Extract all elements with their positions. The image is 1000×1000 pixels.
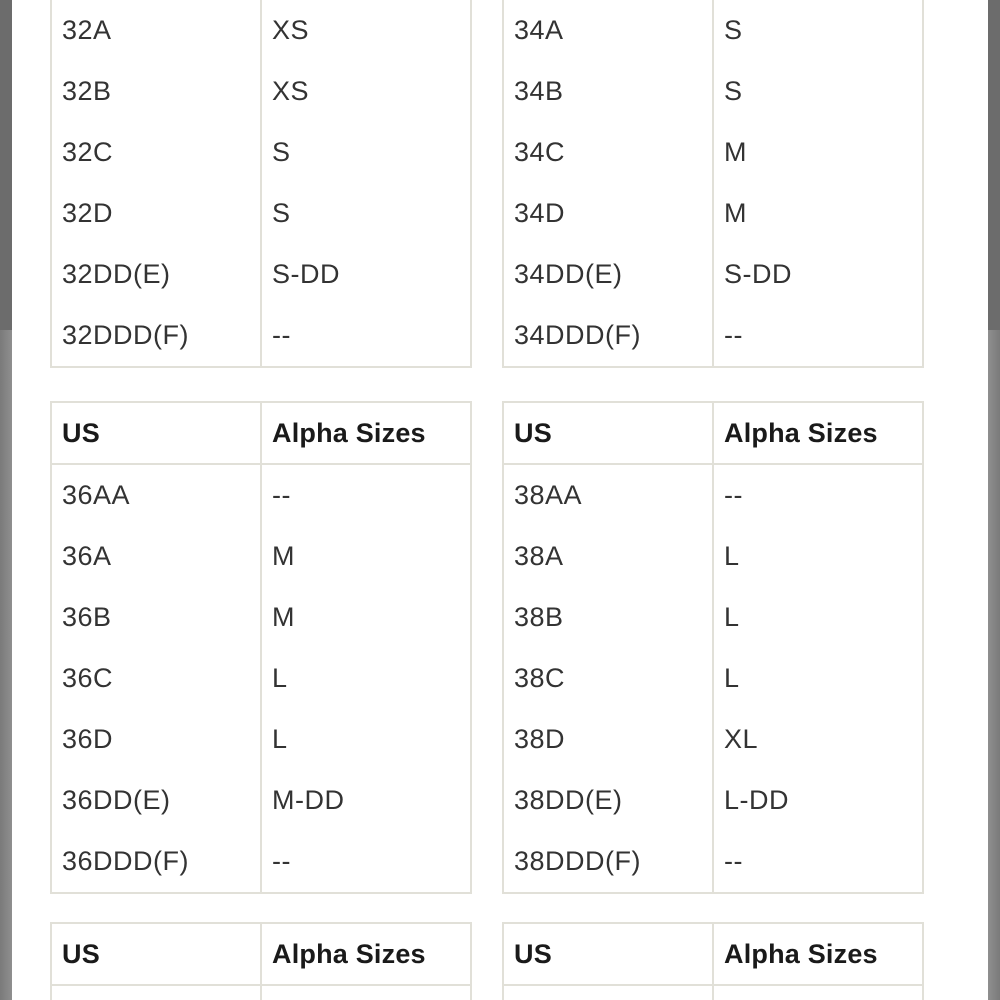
size-table-36 bbox=[50, 401, 472, 894]
size-table-header bbox=[503, 923, 923, 985]
us-size-cell: 38AA bbox=[503, 464, 713, 526]
us-size-cell: 32DD(E) bbox=[51, 244, 261, 305]
header-row bbox=[51, 923, 471, 985]
alpha-size-cell: L bbox=[713, 587, 923, 648]
us-size-cell: 38C bbox=[503, 648, 713, 709]
us-size-cell: 34DDD(F) bbox=[503, 305, 713, 367]
table-row bbox=[503, 985, 923, 1000]
table-row bbox=[503, 526, 923, 587]
us-size-cell: 36A bbox=[51, 526, 261, 587]
alpha-size-cell: L bbox=[261, 709, 471, 770]
us-size-cell: 36D bbox=[51, 709, 261, 770]
size-table-body bbox=[51, 464, 471, 893]
alpha-size-cell: M bbox=[261, 587, 471, 648]
left-edge-shadow-top bbox=[0, 0, 12, 330]
column-header-alpha-sizes: Alpha Sizes bbox=[261, 402, 471, 464]
table-row bbox=[51, 648, 471, 709]
column-header-us: US bbox=[503, 923, 713, 985]
table-row bbox=[503, 183, 923, 244]
table-row bbox=[51, 526, 471, 587]
us-size-cell: 36C bbox=[51, 648, 261, 709]
us-size-cell: 38A bbox=[503, 526, 713, 587]
size-table-next-right bbox=[502, 922, 924, 1000]
table-row bbox=[503, 587, 923, 648]
column-header-us: US bbox=[51, 923, 261, 985]
size-chart-sheet bbox=[12, 0, 988, 1000]
alpha-size-cell: M bbox=[261, 526, 471, 587]
table-row bbox=[503, 770, 923, 831]
alpha-size-cell: M-DD bbox=[261, 770, 471, 831]
alpha-size-cell: XL bbox=[713, 709, 923, 770]
alpha-size-cell: L bbox=[713, 526, 923, 587]
alpha-size-cell: XS bbox=[261, 0, 471, 61]
table-row bbox=[51, 0, 471, 61]
table-row bbox=[503, 61, 923, 122]
table-row bbox=[51, 831, 471, 893]
table-row bbox=[51, 122, 471, 183]
us-size-cell: 36AA bbox=[51, 464, 261, 526]
size-table-header bbox=[51, 402, 471, 464]
us-size-cell: 38D bbox=[503, 709, 713, 770]
table-row bbox=[503, 305, 923, 367]
size-table-34 bbox=[502, 0, 924, 368]
column-header-alpha-sizes: Alpha Sizes bbox=[713, 402, 923, 464]
alpha-size-cell: S bbox=[261, 122, 471, 183]
alpha-size-cell: L bbox=[713, 648, 923, 709]
us-size-cell: 34A bbox=[503, 0, 713, 61]
table-row bbox=[503, 464, 923, 526]
table-row bbox=[503, 648, 923, 709]
us-size-cell: 32B bbox=[51, 61, 261, 122]
header-row bbox=[51, 402, 471, 464]
us-size-cell: 32A bbox=[51, 0, 261, 61]
us-size-cell: 32C bbox=[51, 122, 261, 183]
table-row bbox=[503, 244, 923, 305]
us-size-cell: 32DDD(F) bbox=[51, 305, 261, 367]
alpha-size-cell: -- bbox=[261, 464, 471, 526]
alpha-size-cell: S-DD bbox=[713, 244, 923, 305]
size-table-32 bbox=[50, 0, 472, 368]
us-size-cell: 34D bbox=[503, 183, 713, 244]
us-size-cell: 36B bbox=[51, 587, 261, 648]
table-row bbox=[51, 183, 471, 244]
size-table-body bbox=[503, 0, 923, 367]
table-row bbox=[51, 985, 471, 1000]
alpha-size-cell: S bbox=[261, 183, 471, 244]
table-row bbox=[51, 587, 471, 648]
column-header-alpha-sizes: Alpha Sizes bbox=[261, 923, 471, 985]
us-size-cell: 36DD(E) bbox=[51, 770, 261, 831]
table-row bbox=[51, 770, 471, 831]
size-table-body bbox=[51, 985, 471, 1000]
us-size-cell: 38DD(E) bbox=[503, 770, 713, 831]
size-table-header bbox=[51, 923, 471, 985]
size-table-body bbox=[51, 0, 471, 367]
size-table-38 bbox=[502, 401, 924, 894]
us-size-cell: 38B bbox=[503, 587, 713, 648]
alpha-size-cell: -- bbox=[713, 305, 923, 367]
table-row bbox=[51, 305, 471, 367]
alpha-size-cell: S bbox=[713, 61, 923, 122]
header-row bbox=[503, 923, 923, 985]
us-size-cell: 34C bbox=[503, 122, 713, 183]
alpha-size-cell: M bbox=[713, 122, 923, 183]
table-row bbox=[51, 244, 471, 305]
alpha-size-cell: S-DD bbox=[261, 244, 471, 305]
size-table-header bbox=[503, 402, 923, 464]
us-size-cell: 34B bbox=[503, 61, 713, 122]
alpha-size-cell: -- bbox=[261, 305, 471, 367]
table-row bbox=[51, 709, 471, 770]
table-row bbox=[503, 709, 923, 770]
table-row bbox=[51, 464, 471, 526]
size-table-body bbox=[503, 985, 923, 1000]
us-size-cell: 34DD(E) bbox=[503, 244, 713, 305]
alpha-size-cell: L bbox=[261, 648, 471, 709]
table-row bbox=[503, 122, 923, 183]
us-size-cell: 36DDD(F) bbox=[51, 831, 261, 893]
column-header-us: US bbox=[51, 402, 261, 464]
table-row bbox=[503, 831, 923, 893]
us-size-cell: 38DDD(F) bbox=[503, 831, 713, 893]
right-edge-shadow-top bbox=[988, 0, 1000, 330]
alpha-size-cell: L-DD bbox=[713, 770, 923, 831]
table-row bbox=[51, 61, 471, 122]
header-row bbox=[503, 402, 923, 464]
alpha-size-cell: XS bbox=[261, 61, 471, 122]
alpha-size-cell: S bbox=[713, 0, 923, 61]
column-header-us: US bbox=[503, 402, 713, 464]
alpha-size-cell: M bbox=[713, 183, 923, 244]
table-row bbox=[503, 0, 923, 61]
alpha-size-cell: -- bbox=[713, 464, 923, 526]
size-table-body bbox=[503, 464, 923, 893]
column-header-alpha-sizes: Alpha Sizes bbox=[713, 923, 923, 985]
alpha-size-cell: -- bbox=[713, 831, 923, 893]
us-size-cell: 32D bbox=[51, 183, 261, 244]
size-table-next-left bbox=[50, 922, 472, 1000]
alpha-size-cell: -- bbox=[261, 831, 471, 893]
